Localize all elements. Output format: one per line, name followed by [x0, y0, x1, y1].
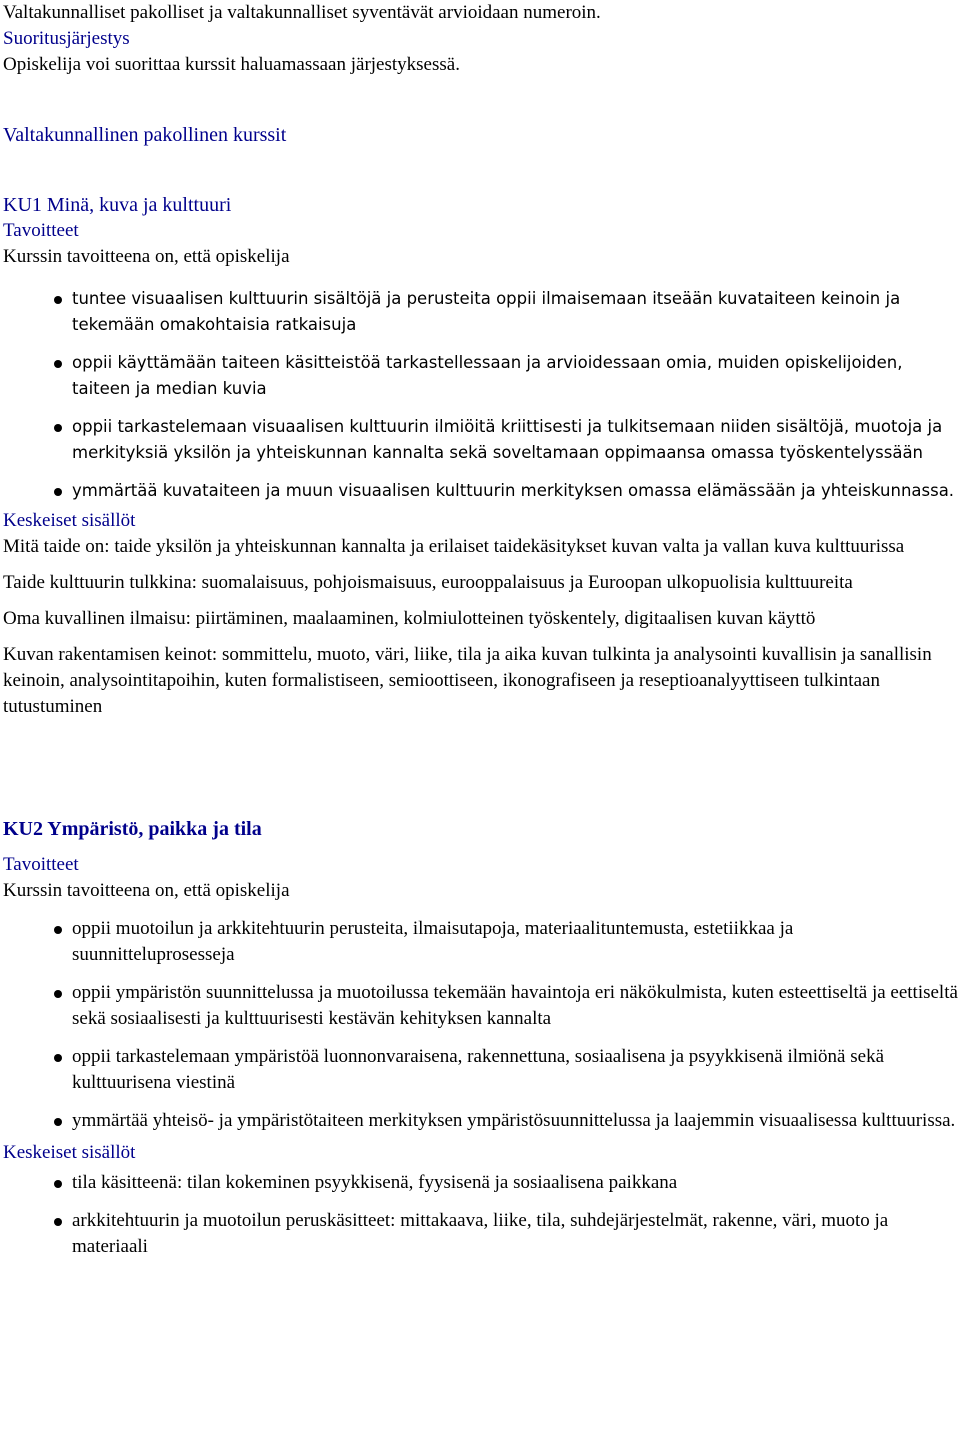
list-item [3, 1170, 958, 1196]
section-title: Valtakunnallinen pakollinen kurssit [3, 124, 287, 146]
ku1-content-item: Taide kulttuurin tulkkina: suomalaisuus, pohjoismaisuus, eurooppalaisuus ja Euroopan ulkopuolisia kulttuureita [3, 572, 853, 593]
ku2-goals-list [3, 916, 958, 1134]
list-item-text: tuntee visuaalisen kulttuurin sisältöjä ja perusteita oppii ilmaisemaan itseään kuvataiteen keinoin ja tekemään omakohtaisia ratkaisuja [72, 289, 901, 334]
list-item-text: oppii tarkastelemaan ympäristöä luonnonvaraisena, rakennettuna, sosiaalisena ja psyykkisenä ilmiönä sekä kulttuurisena viestinä [72, 1046, 884, 1093]
list-item [3, 286, 958, 338]
ku1-goals-list [3, 286, 958, 504]
list-item-text: ymmärtää yhteisö- ja ympäristötaiteen merkityksen ympäristösuunnittelussa ja laajemmin visuaalisessa kulttuurissa. [72, 1110, 956, 1131]
ku1-title: KU1 Minä, kuva ja kulttuuri [3, 194, 232, 216]
bullet-icon [54, 360, 62, 368]
list-item-text: ymmärtää kuvataiteen ja muun visuaalisen kulttuurin merkityksen omassa elämässään ja yhteiskunnassa. [72, 481, 955, 500]
list-item [3, 916, 958, 968]
bullet-icon [54, 990, 62, 998]
list-item [3, 980, 958, 1032]
bullet-icon [54, 926, 62, 934]
ku1-goals-intro: Kurssin tavoitteena on, että opiskelija [3, 246, 290, 267]
intro-line: Valtakunnalliset pakolliset ja valtakunnalliset syventävät arvioidaan numeroin. [3, 2, 601, 23]
list-item-text: arkkitehtuurin ja muotoilun peruskäsitteet: mittakaava, liike, tila, suhdejärjestelmät, rakenne, väri, muoto ja materiaali [72, 1210, 889, 1257]
list-item-text: oppii tarkastelemaan visuaalisen kulttuurin ilmiöitä kriittisesti ja tulkitsemaan niiden sisältöjä, muotoja ja merkityksiä yksilön ja yhteiskunnan kannalta sekä soveltamaan oppimaansa omassa työskentelyssään [72, 417, 943, 462]
list-item [3, 350, 958, 402]
bullet-icon [54, 1118, 62, 1126]
bullet-icon [54, 296, 62, 304]
ku2-goals-intro: Kurssin tavoitteena on, että opiskelija [3, 880, 290, 901]
bullet-icon [54, 1218, 62, 1226]
list-item-text: oppii käyttämään taiteen käsitteistöä tarkastellessaan ja arvioidessaan omia, muiden opiskelijoiden, taiteen ja median kuvia [72, 353, 903, 398]
order-text: Opiskelija voi suorittaa kurssit haluamassaan järjestyksessä. [3, 54, 460, 75]
list-item-text: oppii ympäristön suunnittelussa ja muotoilussa tekemään havaintoja eri näkökulmista, kuten esteettiseltä ja eettiseltä sekä sosiaalisesti ja kulttuurisesti kestävän kehityksen kannalta [72, 982, 958, 1029]
ku1-content-item: Kuvan rakentamisen keinot: sommittelu, muoto, väri, liike, tila ja aika kuvan tulkinta ja analysointi kuvallisin ja sanallisin keinoin, analysointitapoihin, kuten formalistiseen, semioottiseen, ikonografiseen ja reseptioanalyyttiseen tulkintaan tutustuminen [3, 644, 932, 717]
ku2-contents-heading: Keskeiset sisällöt [3, 1142, 136, 1163]
bullet-icon [54, 488, 62, 496]
ku2-title: KU2 Ympäristö, paikka ja tila [3, 818, 262, 840]
list-item-text: oppii muotoilun ja arkkitehtuurin perusteita, ilmaisutapoja, materiaalituntemusta, estetiikkaa ja suunnitteluprosesseja [72, 918, 794, 965]
list-item [3, 414, 958, 466]
ku1-contents-heading: Keskeiset sisällöt [3, 510, 136, 531]
list-item [3, 1208, 958, 1260]
ku1-content-item: Mitä taide on: taide yksilön ja yhteiskunnan kannalta ja erilaiset taidekäsitykset kuvan valta ja vallan kuva kulttuurissa [3, 536, 905, 557]
bullet-icon [54, 1054, 62, 1062]
document-page [3, 0, 958, 1272]
order-heading: Suoritusjärjestys [3, 28, 130, 49]
list-item [3, 1108, 958, 1134]
bullet-icon [54, 424, 62, 432]
list-item [3, 1044, 958, 1096]
list-item [3, 478, 958, 504]
ku2-contents-list [3, 1170, 958, 1260]
ku1-content-item: Oma kuvallinen ilmaisu: piirtäminen, maalaaminen, kolmiulotteinen työskentely, digitaalisen kuvan käyttö [3, 608, 816, 629]
ku1-goals-heading: Tavoitteet [3, 220, 79, 241]
list-item-text: tila käsitteenä: tilan kokeminen psyykkisenä, fyysisenä ja sosiaalisena paikkana [72, 1172, 678, 1193]
bullet-icon [54, 1180, 62, 1188]
ku2-goals-heading: Tavoitteet [3, 854, 79, 875]
